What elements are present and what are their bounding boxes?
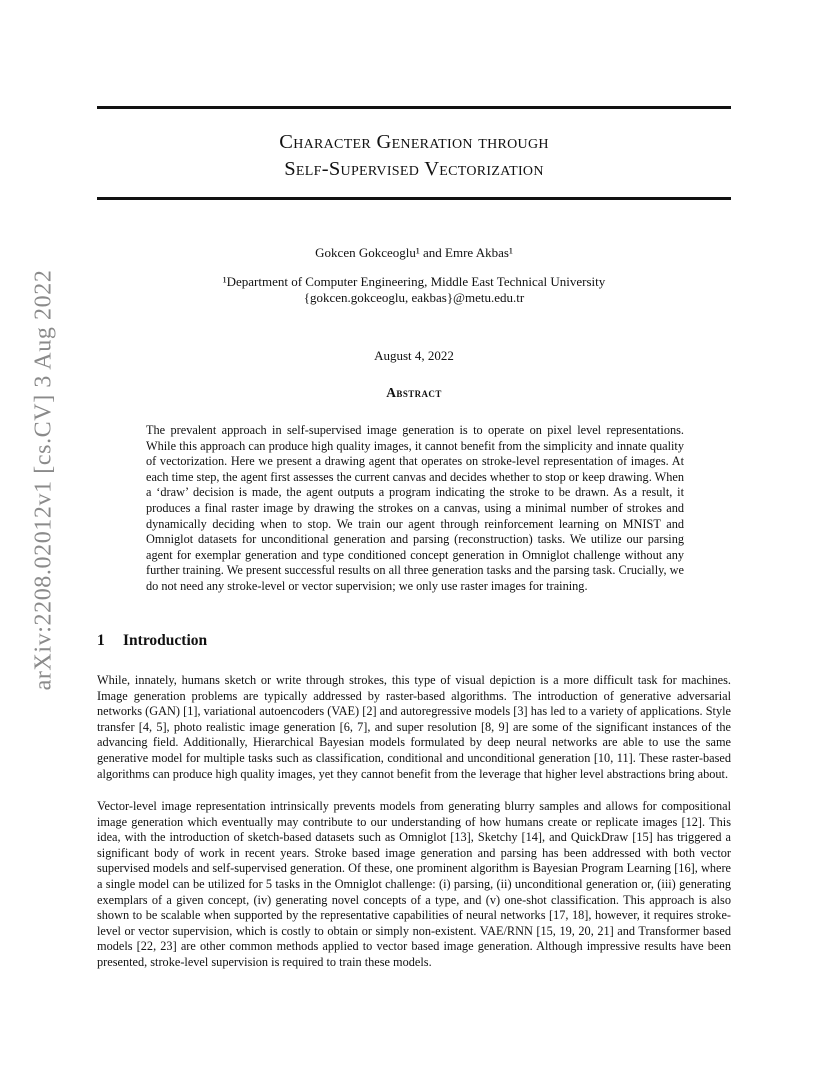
- arxiv-identifier: arXiv:2208.02012v1 [cs.CV] 3 Aug 2022: [30, 269, 57, 691]
- section-heading: [97, 632, 207, 650]
- affiliation: ¹Department of Computer Engineering, Middle East Technical University: [222, 274, 606, 289]
- affiliation-block: [97, 274, 731, 306]
- publication-date: August 4, 2022: [374, 348, 454, 363]
- title-top-rule: [97, 106, 731, 109]
- title-bottom-rule: [97, 197, 731, 200]
- section-title: Introduction: [123, 632, 208, 649]
- intro-paragraph-1: While, innately, humans sketch or write through strokes, this type of visual depiction is a more difficult task for machines. Image generation problems are typically addressed by raster-based algorithms. The introduction of generative adversarial networks (GAN) [1], variational autoencoders (VAE) [2] and autoregressive models [3] has led to a variety of applications. Style transfer [4, 5], photo realistic image generation [6, 7], and super resolution [8, 9] are some of the significant instances of the advancing field. Additionally, Hierarchical Bayesian models formulated by deep neural networks are able to use the same generative model for multiple tasks such as classification, conditional and unconditional generation [10, 11]. These raster-based algorithms can produce high quality images, yet they cannot benefit from the leverage that higher level abstractions bring about.: [97, 673, 731, 781]
- section-number: 1: [97, 632, 105, 649]
- abstract-text: The prevalent approach in self-supervised image generation is to operate on pixel level representations. While this approach can produce high quality images, it cannot benefit from the simplicity and innate quality of vectorization. Here we present a drawing agent that operates on stroke-level representation of images. At each time step, the agent first assesses the current canvas and decides whether to stop or keep drawing. When a ‘draw’ decision is made, the agent outputs a program indicating the stroke to be drawn. As a result, it produces a final raster image by drawing the strokes on a canvas, using a minimal number of strokes and dynamically deciding when to stop. We train our agent through reinforcement learning on MNIST and Omniglot datasets for unconditional generation and parsing (reconstruction) tasks. We utilize our parsing agent for exemplar generation and type conditioned concept generation in Omniglot challenge without any further training. We present successful results on all three generation tasks and the parsing task. Crucially, we do not need any stroke-level or vector supervision; we only use raster images for training.: [146, 423, 684, 593]
- author-emails: {gokcen.gokceoglu, eakbas}@metu.edu.tr: [303, 290, 525, 305]
- title-line-2: Self-Supervised Vectorization: [284, 158, 544, 180]
- title-line-1: Character Generation through: [279, 131, 549, 153]
- intro-paragraph-2: Vector-level image representation intrinsically prevents models from generating blurry samples and allows for compositional image generation which eventually may contribute to our understanding of how humans create or replicate images [12]. This idea, with the introduction of sketch-based datasets such as Omniglot [13], Sketchy [14], and QuickDraw [15] has triggered a significant body of work in recent years. Stroke based image generation and parsing has been addressed with both vector supervised models and self-supervised generation. Of these, one prominent algorithm is Bayesian Program Learning [16], where a single model can be utilized for 5 tasks in the Omniglot challenge: (i) parsing, (ii) unconditional generation or, (iii) generating exemplars of a given concept, (iv) generating novel concepts of a type, and (v) one-shot classification. This approach is also shown to be scalable when supported by the representative capabilities of neural networks [17, 18], however, it requires stroke-level or vector supervision, which is costly to obtain or simply non-existent. VAE/RNN [15, 19, 20, 21] and Transformer based models [22, 23] are other common methods applied to vector based image generation. Although impressive results have been presented, stroke-level supervision is required to train these models.: [97, 799, 731, 969]
- author-list: Gokcen Gokceoglu¹ and Emre Akbas¹: [315, 245, 513, 260]
- abstract-heading: Abstract: [386, 385, 442, 400]
- paper-title: [97, 129, 731, 183]
